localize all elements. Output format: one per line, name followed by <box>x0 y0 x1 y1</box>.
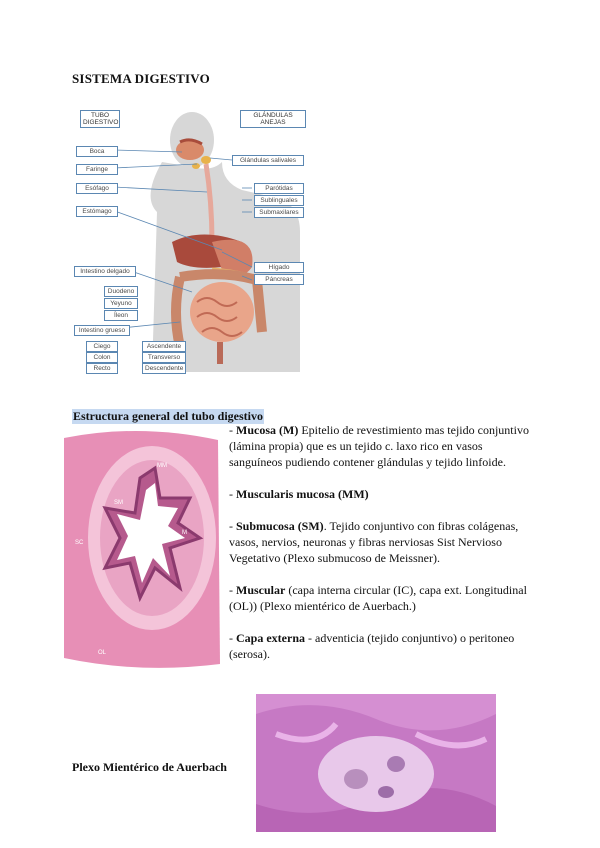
micrograph-label-m: M <box>182 530 187 536</box>
label-recto: Recto <box>86 363 118 374</box>
micrograph-label-e: E <box>142 538 147 544</box>
label-descendente: Descendente <box>142 363 186 374</box>
micrograph-label-sm: SM <box>114 500 123 506</box>
label-intestino-delgado: Intestino delgado <box>74 266 136 277</box>
label-ileon: Íleon <box>104 310 138 321</box>
plexo-label: Plexo Mientérico de Auerbach <box>72 760 227 774</box>
label-parotidas: Parótidas <box>254 183 304 194</box>
micrograph-label-mm: MM <box>157 463 167 469</box>
auerbach-plexus-image <box>256 694 496 832</box>
page-title: SISTEMA DIGESTIVO <box>72 71 210 86</box>
label-pancreas: Páncreas <box>254 274 304 285</box>
label-estomago: Estómago <box>76 206 118 217</box>
label-ascendente: Ascendente <box>142 341 186 352</box>
label-yeyuno: Yeyuno <box>104 298 138 309</box>
label-submaxilares: Submaxilares <box>254 207 304 218</box>
label-boca: Boca <box>76 146 118 157</box>
label-intestino-grueso: Intestino grueso <box>74 325 130 336</box>
label-higado: Hígado <box>254 262 304 273</box>
auerbach-plexus-micrograph <box>256 694 496 832</box>
layer-descriptions <box>229 422 529 678</box>
layer-muscular: - Muscular (capa interna circular (IC), capa ext. Longitudinal (OL)) (Plexo mientérico de Auerbach.) <box>229 583 527 613</box>
glandulas-anejas-header: GLÁNDULAS ANEJAS <box>240 110 306 128</box>
section-title: Estructura general del tubo digestivo <box>73 409 263 423</box>
tube-cross-section-micrograph <box>60 428 222 670</box>
label-glandulas-salivales: Glándulas salivales <box>232 155 304 166</box>
tube-cross-section-image <box>60 428 222 670</box>
label-transverso: Transverso <box>142 352 186 363</box>
layer-mucosa: - Mucosa (M) Epitelio de revestimiento mas tejido conjuntivo (lámina propia) que es un tejido c. laxo rico en vasos sanguíneos pudiendo contener glándulas y tejido linfoide. <box>229 423 529 469</box>
label-ciego: Ciego <box>86 341 118 352</box>
label-esofago: Esófago <box>76 183 118 194</box>
label-sublinguales: Sublinguales <box>254 195 304 206</box>
label-colon: Colon <box>86 352 118 363</box>
digestive-system-diagram <box>72 102 310 374</box>
label-faringe: Faringe <box>76 164 118 175</box>
micrograph-label-sc: SC <box>75 540 84 546</box>
layer-muscularis-mucosa: - Muscularis mucosa (MM) <box>229 487 369 501</box>
layer-capa-externa: - Capa externa - adventicia (tejido conjuntivo) o peritoneo (serosa). <box>229 631 515 661</box>
tubo-digestivo-header: TUBO DIGESTIVO <box>80 110 120 128</box>
layer-submucosa: - Submucosa (SM). Tejido conjuntivo con fibras colágenas, vasos, nervios, neuronas y fibras nerviosas Sist Nervioso Vegetativo (Plexo submucoso de Meissner). <box>229 519 519 565</box>
label-duodeno: Duodeno <box>104 286 138 297</box>
micrograph-label-ol: OL <box>98 650 107 656</box>
